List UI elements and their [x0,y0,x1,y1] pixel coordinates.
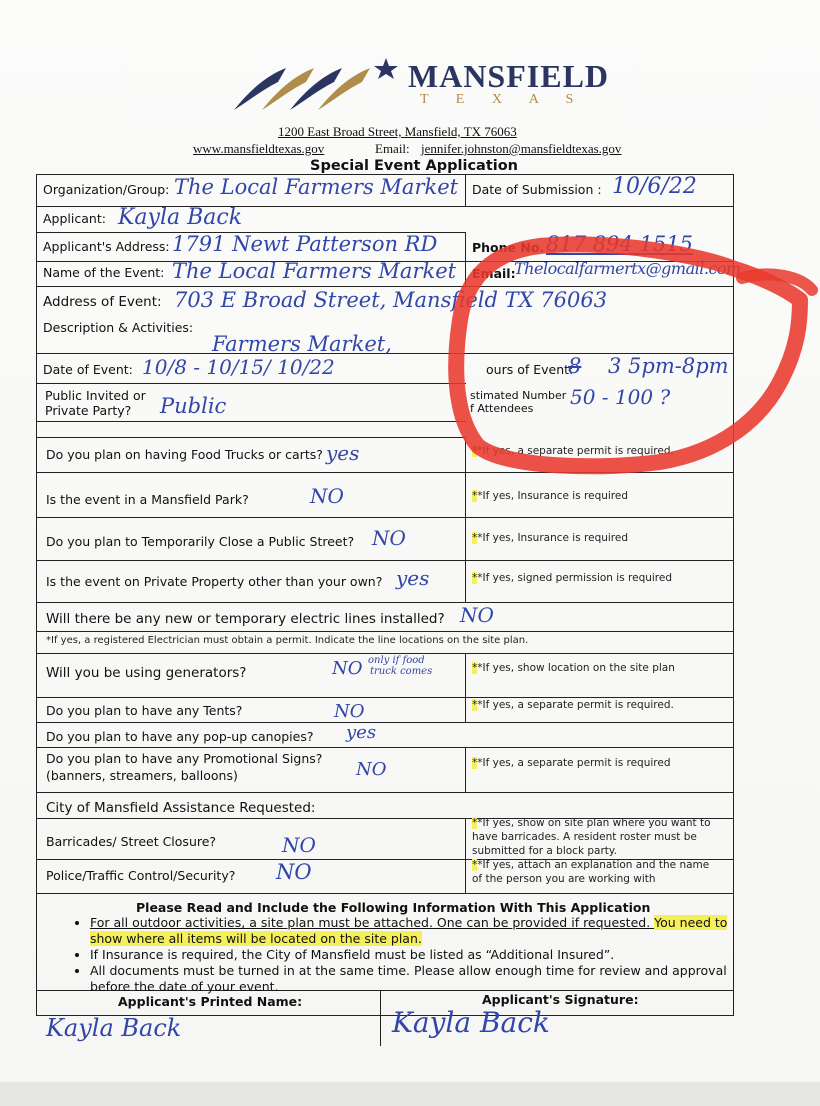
printed-name-value[interactable]: Kayla Back [46,1014,182,1042]
tents-note: **If yes, a separate permit is required. [472,699,674,711]
private-property-answer[interactable]: yes [396,566,430,590]
instructions-title: Please Read and Include the Following Information With This Application [136,900,651,915]
phone-value[interactable]: 817 894 1515 [546,232,693,256]
police-note: **If yes, attach an explanation and the name of the person you are working with [472,859,710,885]
electric-answer[interactable]: NO [460,603,494,627]
generators-answer-note-2: truck comes [370,666,433,677]
public-private-label-1: Public Invited or [45,388,146,403]
signature-label: Applicant's Signature: [482,992,639,1007]
instruction-documents: • All documents must be turned in at the same time. Please allow enough time for review and approval before the date of your event. [90,963,732,995]
organization-label: Organization/Group: [43,182,170,197]
electric-note: *If yes, a registered Electrician must obtain a permit. Indicate the line locations on the site plan. [46,635,529,646]
police-question: Police/Traffic Control/Security? [46,868,236,883]
event-date-value[interactable]: 10/8 - 10/15/ 10/22 [142,355,335,379]
food-trucks-answer[interactable]: yes [326,441,360,465]
event-hours-value[interactable]: 3 5pm-8pm [608,354,729,378]
city-address: 1200 East Broad Street, Mansfield, TX 76063 [278,124,517,139]
tents-answer[interactable]: NO [334,701,365,722]
barricades-answer[interactable]: NO [282,833,316,857]
attendees-label-1: stimated Number [470,389,567,402]
signature-value[interactable]: Kayla Back [392,1006,550,1039]
email-label: Email: [472,266,516,281]
description-value[interactable]: Farmers Market, [212,332,392,356]
signs-question-2: (banners, streamers, balloons) [46,768,238,783]
park-answer[interactable]: NO [310,484,344,508]
private-property-note: **If yes, signed permission is required [472,572,673,584]
applicant-address-value[interactable]: 1791 Newt Patterson RD [172,232,438,256]
description-label: Description & Activities: [43,320,194,335]
generators-note: **If yes, show location on the site plan [472,662,675,674]
food-trucks-note: **If yes, a separate permit is required. [472,445,674,457]
city-website[interactable]: www.mansfieldtexas.gov [193,141,325,156]
instructions-list [66,915,732,995]
generators-question: Will you be using generators? [46,665,247,681]
close-street-question: Do you plan to Temporarily Close a Public Street? [46,534,355,549]
private-property-question: Is the event on Private Property other than your own? [46,574,383,589]
close-street-note: **If yes, Insurance is required [472,532,629,544]
printed-name-label: Applicant's Printed Name: [118,994,303,1009]
assistance-title: City of Mansfield Assistance Requested: [46,800,316,816]
event-name-label: Name of the Event: [43,265,165,280]
event-hours-struck: 8 [568,354,582,378]
email-value[interactable]: Thelocalfarmertx@gmail.com [514,259,741,278]
barricades-question: Barricades/ Street Closure? [46,834,217,849]
event-address-value[interactable]: 703 E Broad Street, Mansfield TX 76063 [174,288,608,312]
electric-question: Will there be any new or temporary electric lines installed? [46,611,445,627]
signs-question-1: Do you plan to have any Promotional Signs? [46,751,323,766]
public-private-label-2: Private Party? [45,403,132,418]
generators-answer-note-1: only if food [368,655,425,666]
signs-note: **If yes, a separate permit is required [472,757,671,769]
submission-date-label: Date of Submission : [472,182,602,197]
state-name: T E X A S [420,92,586,107]
signs-answer[interactable]: NO [356,759,387,780]
close-street-answer[interactable]: NO [372,526,406,550]
instruction-insurance: • If Insurance is required, the City of Mansfield must be listed as “Additional Insured”. [90,947,732,963]
applicant-address-label: Applicant's Address: [43,239,170,254]
tents-question: Do you plan to have any Tents? [46,703,243,718]
organization-value[interactable]: The Local Farmers Market [174,175,459,199]
canopies-question: Do you plan to have any pop-up canopies? [46,729,314,744]
applicant-label: Applicant: [43,211,106,226]
submission-date-value[interactable]: 10/6/22 [612,174,697,199]
public-private-value[interactable]: Public [160,394,227,418]
generators-answer[interactable]: NO [332,658,363,679]
attendees-label-2: f Attendees [470,402,534,415]
email-header-label: Email: [375,141,410,156]
mansfield-logo-icon [228,56,408,116]
event-name-value[interactable]: The Local Farmers Market [172,259,457,283]
police-answer[interactable]: NO [276,860,312,884]
event-date-label: Date of Event: [43,362,133,377]
canopies-answer[interactable]: yes [346,722,377,743]
attendees-value[interactable]: 50 - 100 ? [570,385,671,409]
phone-label: Phone No. [472,240,545,255]
city-name: MANSFIELD [408,58,610,94]
food-trucks-question: Do you plan on having Food Trucks or carts? [46,447,323,462]
event-hours-label: ours of Event: [486,362,574,377]
instruction-site-plan: • For all outdoor activities, a site plan must be attached. One can be provided if requested. You need to show where all items will be located on the site plan. [90,915,732,947]
barricades-note: **If yes, show on site plan where you want to have barricades. A resident roster must be submitted for a block party. [472,817,711,857]
event-address-label: Address of Event: [43,294,162,310]
form-title: Special Event Application [310,158,519,174]
applicant-value[interactable]: Kayla Back [118,205,243,230]
park-note: **If yes, Insurance is required [472,490,629,502]
park-question: Is the event in a Mansfield Park? [46,492,249,507]
contact-email[interactable]: jennifer.johnston@mansfieldtexas.gov [421,141,622,156]
